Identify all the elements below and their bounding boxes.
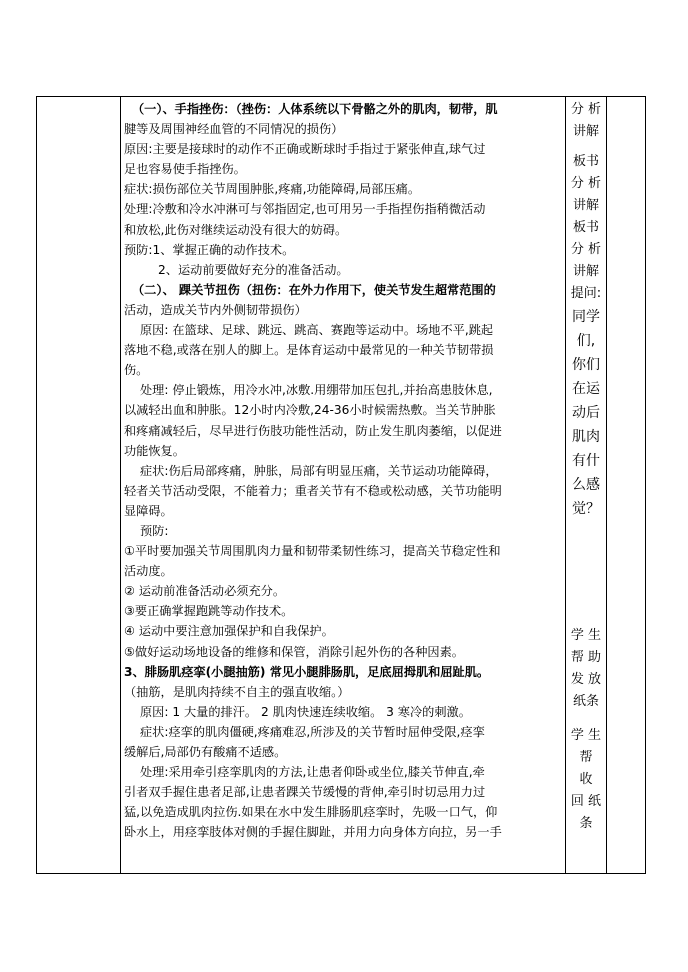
body-text-line: 活动度。 — [124, 564, 173, 579]
body-text-line: 症状:痉挛的肌肉僵硬,疼痛难忍,所涉及的关节暂时屈伸受限,痉挛 — [140, 724, 485, 739]
student-task-label: 学 生 — [570, 728, 602, 743]
question-text: 同学 — [572, 309, 600, 325]
body-text-line: 原因:主要是接球时的动作不正确或断球时手指过于紧张伸直,球气过 — [124, 142, 486, 157]
student-task-label: 回 纸 — [570, 794, 602, 809]
body-text-line: 和疼痛减轻后，尽早进行伤肢功能性活动，防止发生肌肉萎缩，以促进 — [124, 423, 502, 438]
body-text-line: ⑤做好运动场地设备的维修和保管，消除引起外伤的各种因素。 — [124, 644, 464, 659]
question-label: 提问: — [570, 286, 602, 301]
body-text-line: 2、运动前要做好充分的准备活动。 — [158, 262, 349, 277]
body-text-line: 和放松,此伤对继续运动没有很大的妨碍。 — [124, 222, 348, 237]
section-heading-line: （二）、 踝关节扭伤（扭伤：在外力作用下，使关节发生超常范围的 — [132, 282, 496, 297]
body-text-line: ② 运动前准备活动必须充分。 — [124, 584, 286, 599]
body-text-line: 功能恢复。 — [124, 443, 185, 458]
method-label: 板书 — [572, 154, 599, 169]
student-task-label: 学 生 — [570, 628, 602, 643]
teaching-method-column — [566, 97, 606, 871]
body-text-line: 症状:伤后局部疼痛，肿胀，局部有明显压痛，关节运动功能障碍， — [140, 463, 498, 478]
student-task-label: 收 — [579, 772, 593, 787]
body-text-line: 腱等及周围神经血管的不同情况的损伤） — [124, 122, 344, 137]
student-task-label: 发 放 — [570, 672, 602, 687]
student-task-label: 帮 — [579, 750, 593, 765]
method-label: 分 析 — [570, 242, 602, 257]
method-label: 分 析 — [570, 102, 602, 117]
body-text-line: （抽筋，是肌肉持续不自主的强直收缩。） — [124, 684, 350, 699]
body-text-line: 预防: — [140, 523, 169, 538]
body-text-line: 缓解后,局部仍有酸痛不适感。 — [124, 745, 287, 759]
student-task-label: 帮 助 — [570, 650, 602, 665]
table-row — [37, 97, 646, 874]
body-text-line: 引者双手握住患者足部,让患者踝关节缓慢的背伸,牵引时切忌用力过 — [124, 785, 486, 800]
body-text-line: 猛,以免造成肌肉拉伤.如果在水中发生腓肠肌痉挛时，先吸一口气，仰 — [124, 805, 498, 820]
body-text-line: 处理:采用牵引痉挛肌肉的方法,让患者仰卧或坐位,膝关节伸直,牵 — [140, 765, 485, 780]
question-text: 觉？ — [572, 501, 600, 517]
method-label: 讲解 — [572, 198, 599, 213]
body-text-line: 轻者关节活动受限，不能着力；重者关节有不稳或松动感，关节功能明 — [124, 483, 502, 498]
body-text-line: ③要正确掌握跑跳等动作技术。 — [124, 604, 294, 619]
body-text-line: 处理: 停止锻炼，用冷水冲,冰敷.用绷带加压包扎,并抬高患肢休息, — [140, 383, 493, 398]
student-task-label: 纸条 — [572, 694, 599, 709]
body-text-line: ④ 运动中要注意加强保护和自我保护。 — [124, 624, 334, 639]
lesson-plan-table — [36, 96, 646, 874]
body-text-line: 预防:1、掌握正确的动作技术。 — [124, 242, 295, 257]
question-text: 在运 — [572, 381, 600, 397]
body-text-line: 足也容易使手指挫伤。 — [124, 162, 246, 177]
method-label: 讲解 — [572, 124, 599, 139]
body-text-line: ①平时要加强关节周围肌肉力量和韧带柔韧性练习，提高关节稳定性和 — [124, 544, 501, 559]
body-text-line: 活动，造成关节内外侧韧带损伤） — [124, 302, 307, 317]
blank-column-cell — [607, 97, 646, 874]
question-text: 肌肉 — [572, 429, 600, 445]
question-text: 动后 — [572, 405, 600, 421]
section-heading-line: 3、腓肠肌痉挛(小腿抽筋) 常见小腿腓肠肌，足底屈拇肌和屈趾肌。 — [124, 664, 490, 679]
student-task-label: 条 — [579, 816, 593, 831]
body-text-line: 伤。 — [124, 363, 149, 378]
body-text-line: 显障碍。 — [124, 503, 173, 518]
question-text: 你们 — [572, 357, 600, 373]
method-label: 分 析 — [570, 176, 602, 191]
body-text-line: 原因: 在篮球、足球、跳远、跳高、赛跑等运动中。场地不平,跳起 — [140, 323, 494, 338]
body-text-line: 以减轻出血和肿胀。12小时内冷敷,24-36小时候需热敷。当关节肿胀 — [124, 403, 496, 418]
body-text-line: 症状:损伤部位关节周围肿胀,疼痛,功能障碍,局部压痛。 — [124, 182, 421, 197]
body-text-line: 卧水上，用痉挛肢体对侧的手握住脚趾，并用力向身体方向拉，另一手 — [124, 825, 502, 840]
question-text: 们, — [576, 333, 596, 349]
method-label: 板书 — [572, 220, 599, 235]
question-text: 有什 — [572, 453, 600, 469]
body-text-line: 处理:冷敷和冷水冲淋可与邻指固定,也可用另一手指捏伤指稍微活动 — [124, 202, 486, 217]
question-text: 么感 — [572, 477, 600, 493]
method-label: 讲解 — [572, 264, 599, 279]
section-heading-line: （一）、手指挫伤：（挫伤：人体系统以下骨骼之外的肌肉，韧带，肌 — [132, 102, 498, 116]
blank-column-cell — [37, 97, 121, 874]
body-text-line: 原因: 1 大量的排汗。 2 肌肉快速连续收缩。 3 寒冷的刺激。 — [140, 704, 471, 719]
teaching-content-text — [121, 97, 565, 873]
teaching-method-cell — [566, 97, 607, 874]
body-text-line: 落地不稳,或落在别人的脚上。是体育运动中最常见的一种关节韧带损 — [124, 343, 494, 358]
teaching-content-cell — [121, 97, 566, 874]
